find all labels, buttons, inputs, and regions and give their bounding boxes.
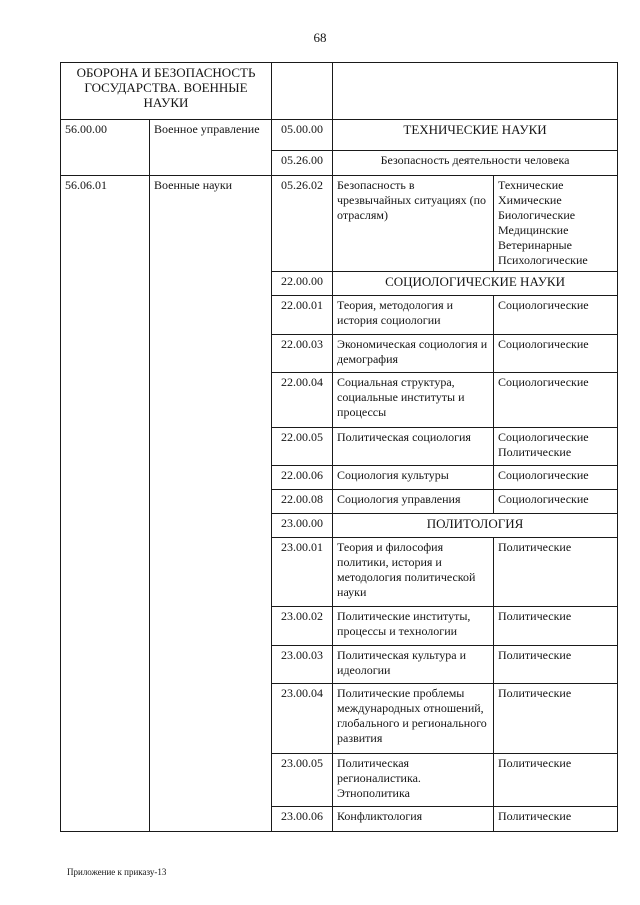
field-label: Политические xyxy=(498,540,572,554)
field-label: Социологические xyxy=(498,430,589,444)
left-name-cell: Военные науки xyxy=(150,176,272,832)
science-fields xyxy=(494,428,618,466)
section-header: ОБОРОНА И БЕЗОПАСНОСТЬ ГОСУДАРСТВА. ВОЕННЫЕ НАУКИ xyxy=(61,63,272,120)
specialties-table xyxy=(60,62,618,832)
field-label: Политические xyxy=(498,809,572,823)
code-cell: 22.00.00 xyxy=(272,272,333,296)
science-fields xyxy=(494,607,618,646)
code-cell: 22.00.05 xyxy=(272,428,333,466)
field-label: Социологические xyxy=(498,492,589,506)
code-cell: 23.00.06 xyxy=(272,807,333,832)
left-code-cell: 56.00.00 xyxy=(61,120,150,176)
code-cell: 23.00.04 xyxy=(272,684,333,754)
science-fields xyxy=(494,373,618,428)
code-cell: 22.00.03 xyxy=(272,335,333,373)
code-cell: 23.00.01 xyxy=(272,538,333,607)
field-label: Социологические xyxy=(498,375,589,389)
specialty-name: Социология управления xyxy=(333,490,494,514)
science-fields xyxy=(494,296,618,335)
specialty-name: Социальная структура, социальные институты и процессы xyxy=(333,373,494,428)
specialty-name: Экономическая социология и демография xyxy=(333,335,494,373)
field-label: Социологические xyxy=(498,298,589,312)
science-fields xyxy=(494,538,618,607)
left-code-cell: 56.06.01 xyxy=(61,176,150,832)
code-cell: 23.00.05 xyxy=(272,754,333,807)
empty-cell xyxy=(272,63,333,120)
science-fields xyxy=(494,646,618,684)
code-cell: 23.00.00 xyxy=(272,514,333,538)
code-cell: 22.00.06 xyxy=(272,466,333,490)
specialty-name: Безопасность в чрезвычайных ситуациях (по отраслям) xyxy=(333,176,494,272)
specialty-name: Политические проблемы международных отношений, глобального и регионального развития xyxy=(333,684,494,754)
specialty-name: Теория и философия политики, история и методология политической науки xyxy=(333,538,494,607)
specialty-name: Политические институты, процессы и технологии xyxy=(333,607,494,646)
specialty-name: Конфликтология xyxy=(333,807,494,832)
science-fields xyxy=(494,807,618,832)
field-label: Социологические xyxy=(498,468,589,482)
page-number: 68 xyxy=(313,30,327,45)
field-label: Политические xyxy=(498,445,572,459)
specialty-name: Политическая культура и идеологии xyxy=(333,646,494,684)
code-cell: 22.00.04 xyxy=(272,373,333,428)
field-label: Медицинские xyxy=(498,223,569,237)
field-label: Социологические xyxy=(498,337,589,351)
section-title: ТЕХНИЧЕСКИЕ НАУКИ xyxy=(333,120,618,151)
field-label: Ветеринарные xyxy=(498,238,572,252)
science-fields xyxy=(494,176,618,272)
field-label: Политические xyxy=(498,686,572,700)
code-cell: 22.00.01 xyxy=(272,296,333,335)
empty-cell xyxy=(333,63,618,120)
science-fields xyxy=(494,754,618,807)
science-fields xyxy=(494,684,618,754)
table-row xyxy=(61,120,618,151)
field-label: Политические xyxy=(498,756,572,770)
table-header-row xyxy=(61,63,618,120)
field-label: Психологические xyxy=(498,253,588,267)
field-label: Биологические xyxy=(498,208,576,222)
science-fields xyxy=(494,490,618,514)
table-row xyxy=(61,176,618,272)
section-title: СОЦИОЛОГИЧЕСКИЕ НАУКИ xyxy=(333,272,618,296)
left-name-cell: Военное управление xyxy=(150,120,272,176)
specialty-name: Политическая регионалистика. Этнополитика xyxy=(333,754,494,807)
science-fields xyxy=(494,335,618,373)
code-cell: 05.00.00 xyxy=(272,120,333,151)
field-label: Политические xyxy=(498,648,572,662)
code-cell: 22.00.08 xyxy=(272,490,333,514)
field-label: Политические xyxy=(498,609,572,623)
code-cell: 05.26.02 xyxy=(272,176,333,272)
field-label: Химические xyxy=(498,193,562,207)
code-cell: 23.00.03 xyxy=(272,646,333,684)
footer-note: Приложение к приказу-13 xyxy=(67,867,167,877)
science-fields xyxy=(494,466,618,490)
specialty-name: Теория, методология и история социологии xyxy=(333,296,494,335)
specialty-name: Социология культуры xyxy=(333,466,494,490)
specialty-name: Политическая социология xyxy=(333,428,494,466)
section-title: ПОЛИТОЛОГИЯ xyxy=(333,514,618,538)
field-label: Технические xyxy=(498,178,564,192)
code-cell: 05.26.00 xyxy=(272,151,333,176)
group-title: Безопасность деятельности человека xyxy=(333,151,618,176)
code-cell: 23.00.02 xyxy=(272,607,333,646)
